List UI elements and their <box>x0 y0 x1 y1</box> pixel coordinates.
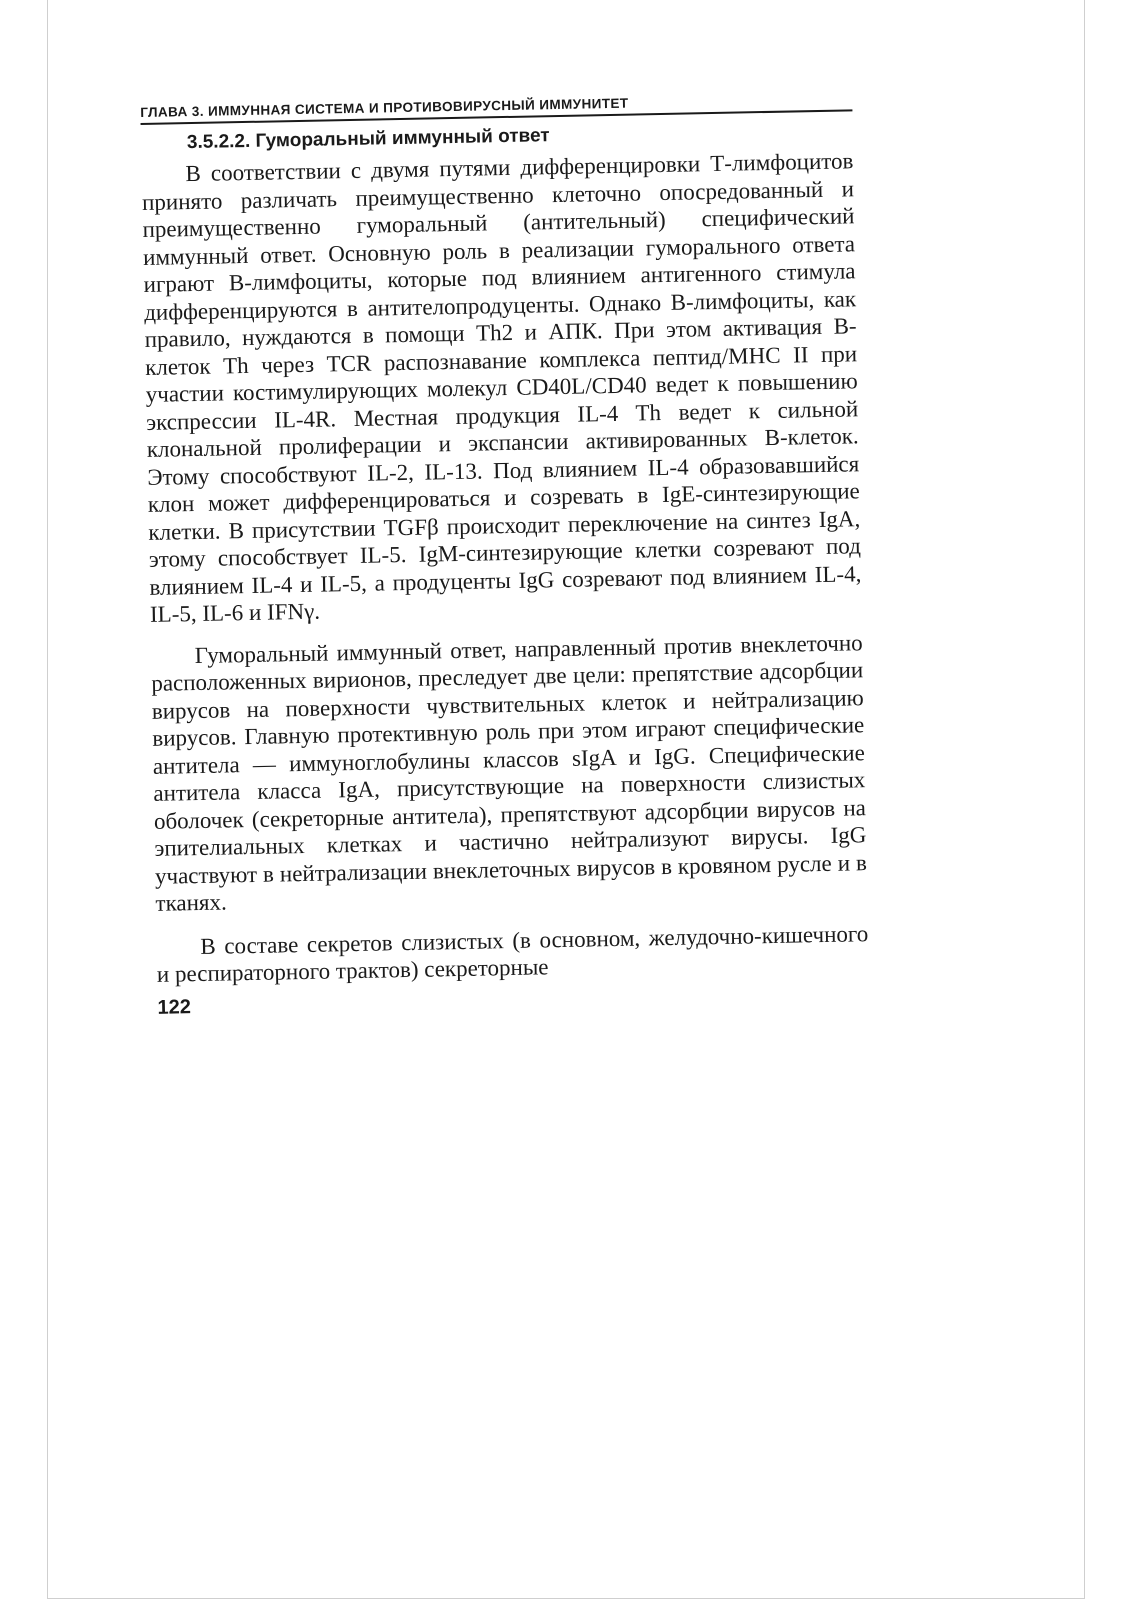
running-header: ГЛАВА 3. ИММУННАЯ СИСТЕМА И ПРОТИВОВИРУСНЫЙ ИММУНИТЕТ <box>140 95 629 120</box>
paragraph-secretions: В составе секретов слизистых (в основном, желудочно-кишечного и респираторного трактов) секреторные <box>156 920 869 987</box>
page-number: 122 <box>157 995 192 1019</box>
book-page <box>140 81 898 1020</box>
paragraph-humoral-response: В соответствии с двумя путями дифференцировки Т-лимфоцитов принято различать преимущественно клеточно опосредованный и преимущественно гуморальный (антительный) специфический иммунный ответ. Основную роль в реализации гуморального ответа играют В-лимфоциты, которые под влиянием антигенного стимула дифференцируются в антителопродуценты. Однако В-лимфоциты, как правило, нуждаются в помощи Th2 и АПК. При этом активация В-клеток Th через TCR распознавание комплекса пептид/МНС II при участии костимулирующих молекул CD40L/CD40 ведет к повышению экспрессии IL-4R. Местная продукция IL-4 Th ведет к сильной клональной пролиферации и экспансии активированных В-клеток. Этому способствуют IL-2, IL-13. Под влиянием IL-4 образовавшийся клон может дифференцироваться и созревать в IgE-синтезирующие клетки. В присутствии TGFβ происходит переключение на синтез IgA, этому способствует IL-5. IgM-синтезирующие клетки созревают под влиянием IL-4 и IL-5, а продуценты IgG созревают под влиянием IL-4, IL-5, IL-6 и IFNγ. <box>141 148 862 627</box>
paragraph-antiviral-goals: Гуморальный иммунный ответ, направленный против внеклеточно расположенных вирионов, преследует две цели: препятствие адсорбции вирусов на поверхности чувствительных клеток и нейтрализацию вирусов. Главную протективную роль при этом играют специфические антитела — иммуноглобулины классов sIgA и IgG. Специфические антитела класса IgA, присутствующие на поверхности слизистых оболочек (секреторные антитела), препятствуют адсорбции вирусов на эпителиальных клетках и частично нейтрализуют вирусы. IgG участвуют в нейтрализации внеклеточных вирусов в кровяном русле и в тканях. <box>151 629 868 916</box>
section-heading: 3.5.2.2. Гуморальный иммунный ответ <box>186 125 550 154</box>
body-text <box>141 147 897 989</box>
